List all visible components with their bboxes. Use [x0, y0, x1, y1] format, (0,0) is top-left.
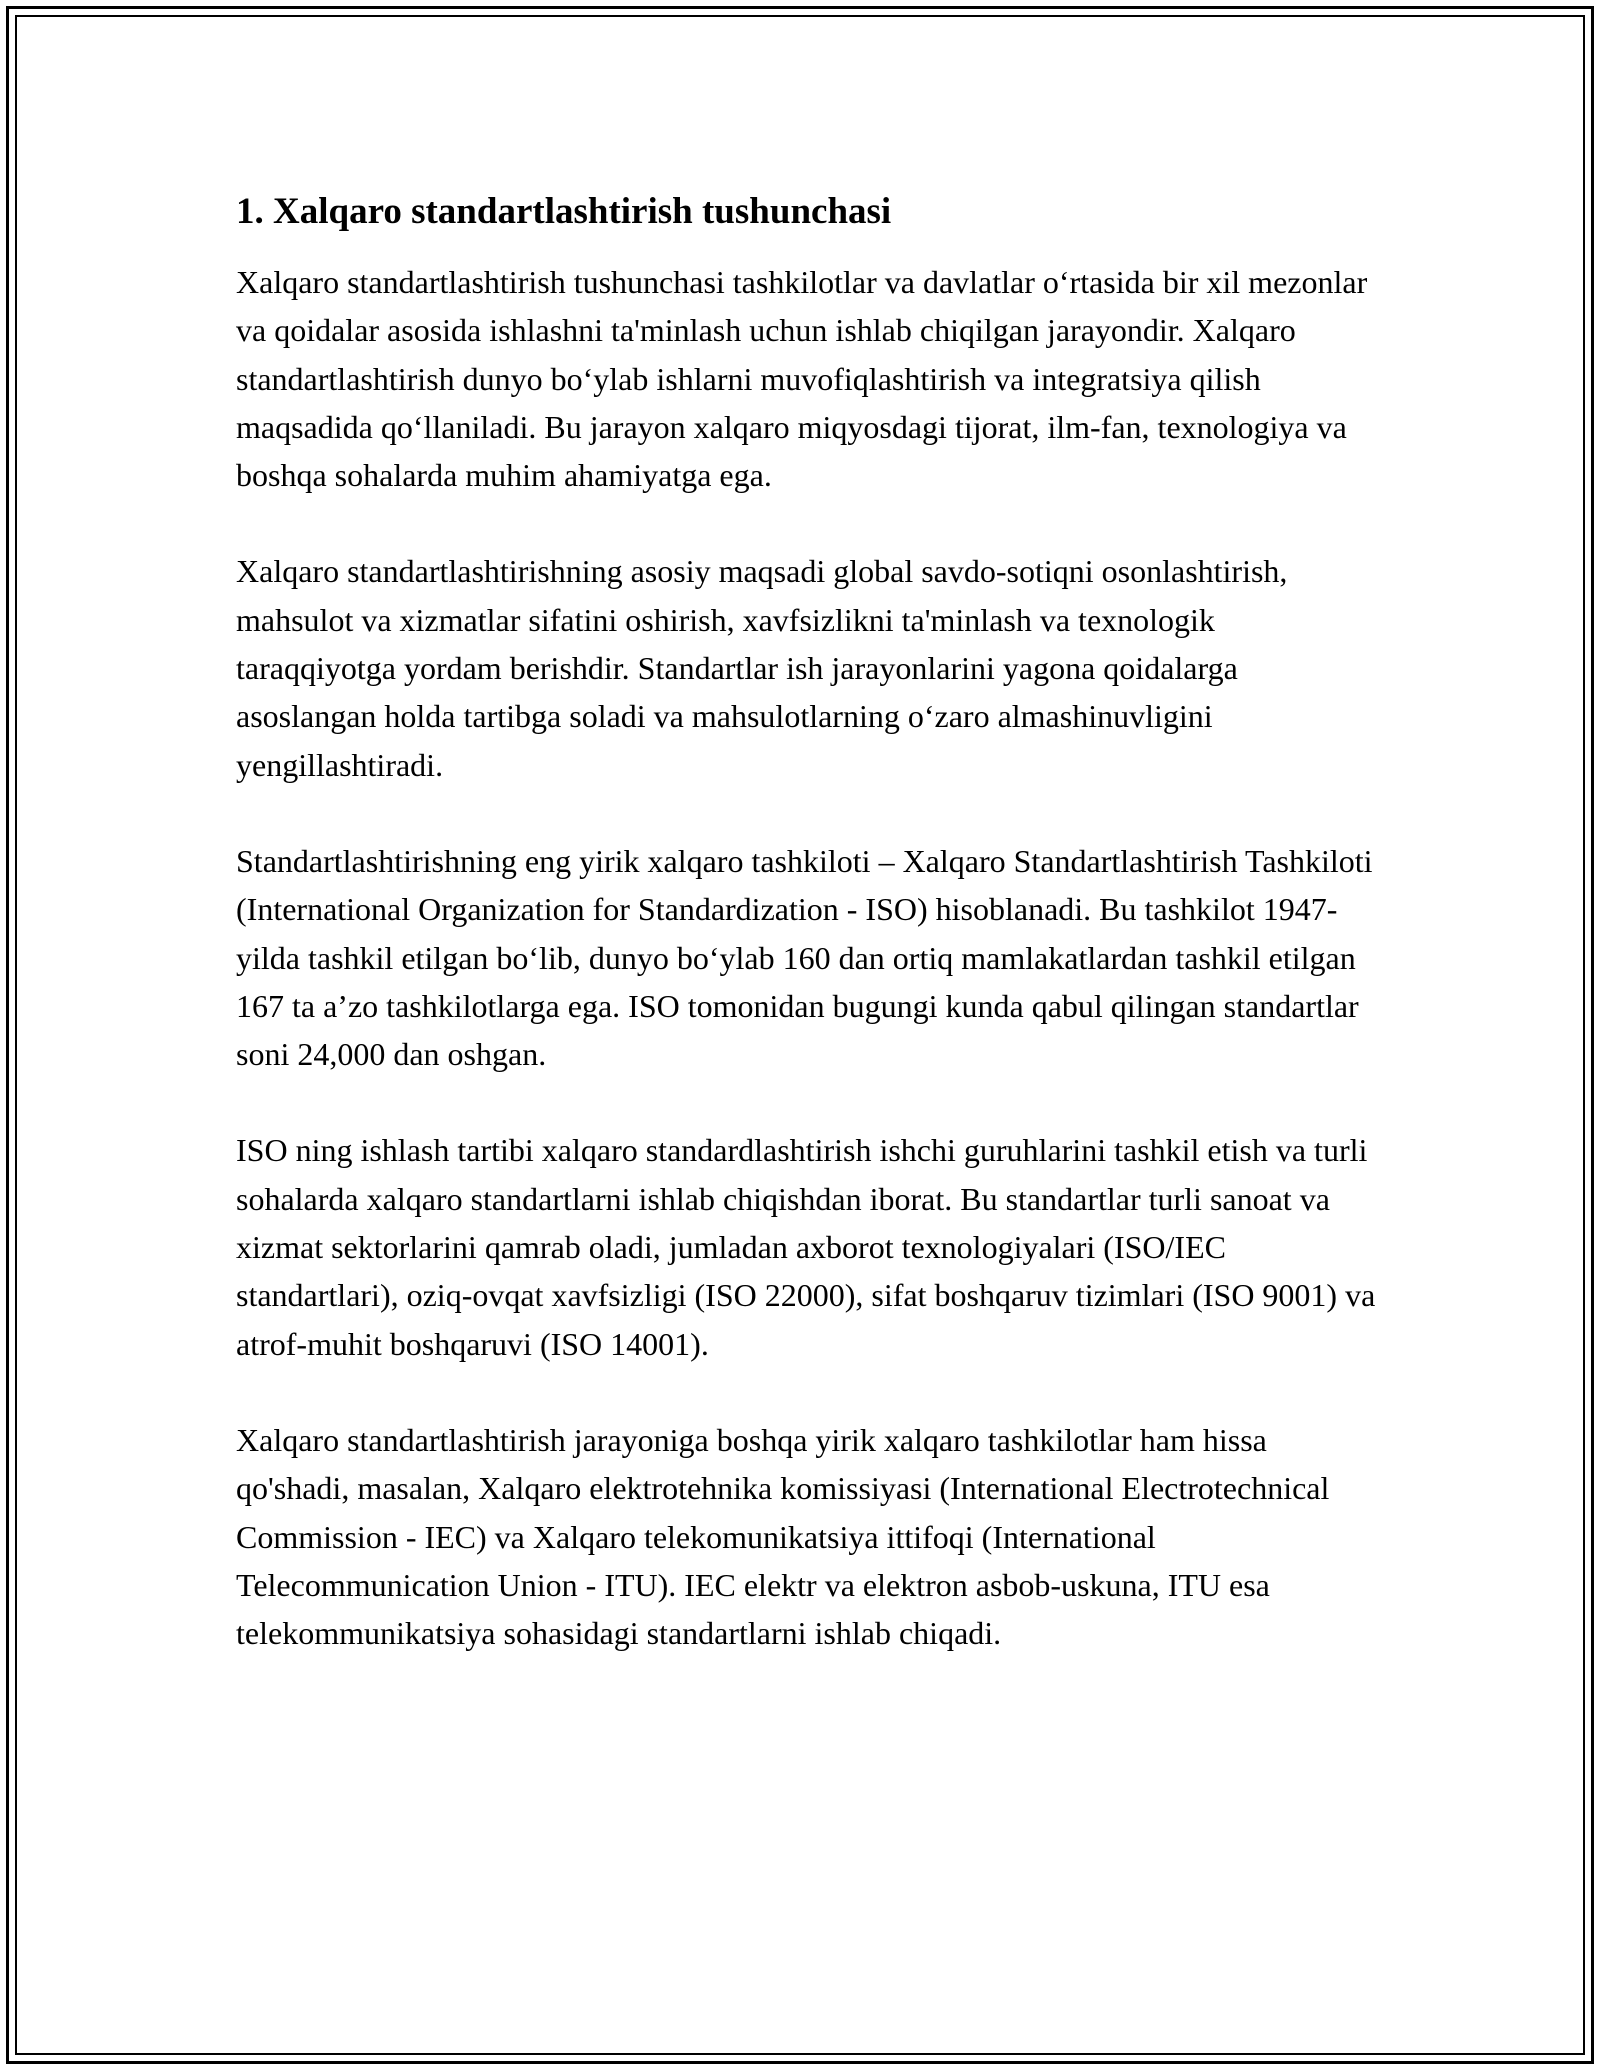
section-heading: 1. Xalqaro standartlashtirish tushunchasi: [236, 191, 892, 232]
paragraph-purpose: Xalqaro standartlashtirishning asosiy maqsadi global savdo-sotiqni osonlashtirish, mahsulot va xizmatlar sifatini oshirish, xavfsizlikni ta'minlash va texnologik taraqqiyotga yordam berishdir. Standartlar ish jarayonlarini yagona qoidalarga asoslangan holda tartibga soladi va mahsulotlarning o‘zaro almashinuvligini yengillashtiradi.: [236, 553, 1288, 783]
paragraph-iso: Standartlashtirishning eng yirik xalqaro tashkiloti – Xalqaro Standartlashtirish Tashkiloti (International Organization for Standardization - ISO) hisoblanadi. Bu tashkilot 1947-yilda tashkil etilgan bo‘lib, dunyo bo‘ylab 160 dan ortiq mamlakatlardan tashkil etilgan 167 ta a’zo tashkilotlarga ega. ISO tomonidan bugungi kunda qabul qilingan standartlar soni 24,000 dan oshgan.: [236, 842, 1373, 1073]
paragraph-other-orgs: Xalqaro standartlashtirish jarayoniga boshqa yirik xalqaro tashkilotlar ham hissa qo'shadi, masalan, Xalqaro elektrotehnika komissiyasi (International Electrotechnical Commission - IEC) va Xalqaro telekomunikatsiya ittifoqi (International Telecommunication Union - ITU). IEC elektr va elektron asbob-uskuna, ITU esa telekommunikatsiya sohasidagi standartlarni ishlab chiqadi.: [236, 1421, 1330, 1652]
paragraph-intro: Xalqaro standartlashtirish tushunchasi tashkilotlar va davlatlar o‘rtasida bir xil mezonlar va qoidalar asosida ishlashni ta'minlash uchun ishlab chiqilgan jarayondir. Xalqaro standartlashtirish dunyo bo‘ylab ishlarni muvofiqlashtirish va integratsiya qilish maqsadida qo‘llaniladi. Bu jarayon xalqaro miqyosdagi tijorat, ilm-fan, texnologiya va boshqa sohalarda muhim ahamiyatga ega.: [236, 264, 1368, 494]
document-body: [236, 188, 1376, 1705]
paragraph-iso-process: ISO ning ishlash tartibi xalqaro standardlashtirish ishchi guruhlarini tashkil etish va turli sohalarda xalqaro standartlarni ishlab chiqishdan iborat. Bu standartlar turli sanoat va xizmat sektorlarini qamrab oladi, jumladan axborot texnologiyalari (ISO/IEC standartlari), oziq-ovqat xavfsizligi (ISO 22000), sifat boshqaruv tizimlari (ISO 9001) va atrof-muhit boshqaruvi (ISO 14001).: [236, 1132, 1376, 1362]
